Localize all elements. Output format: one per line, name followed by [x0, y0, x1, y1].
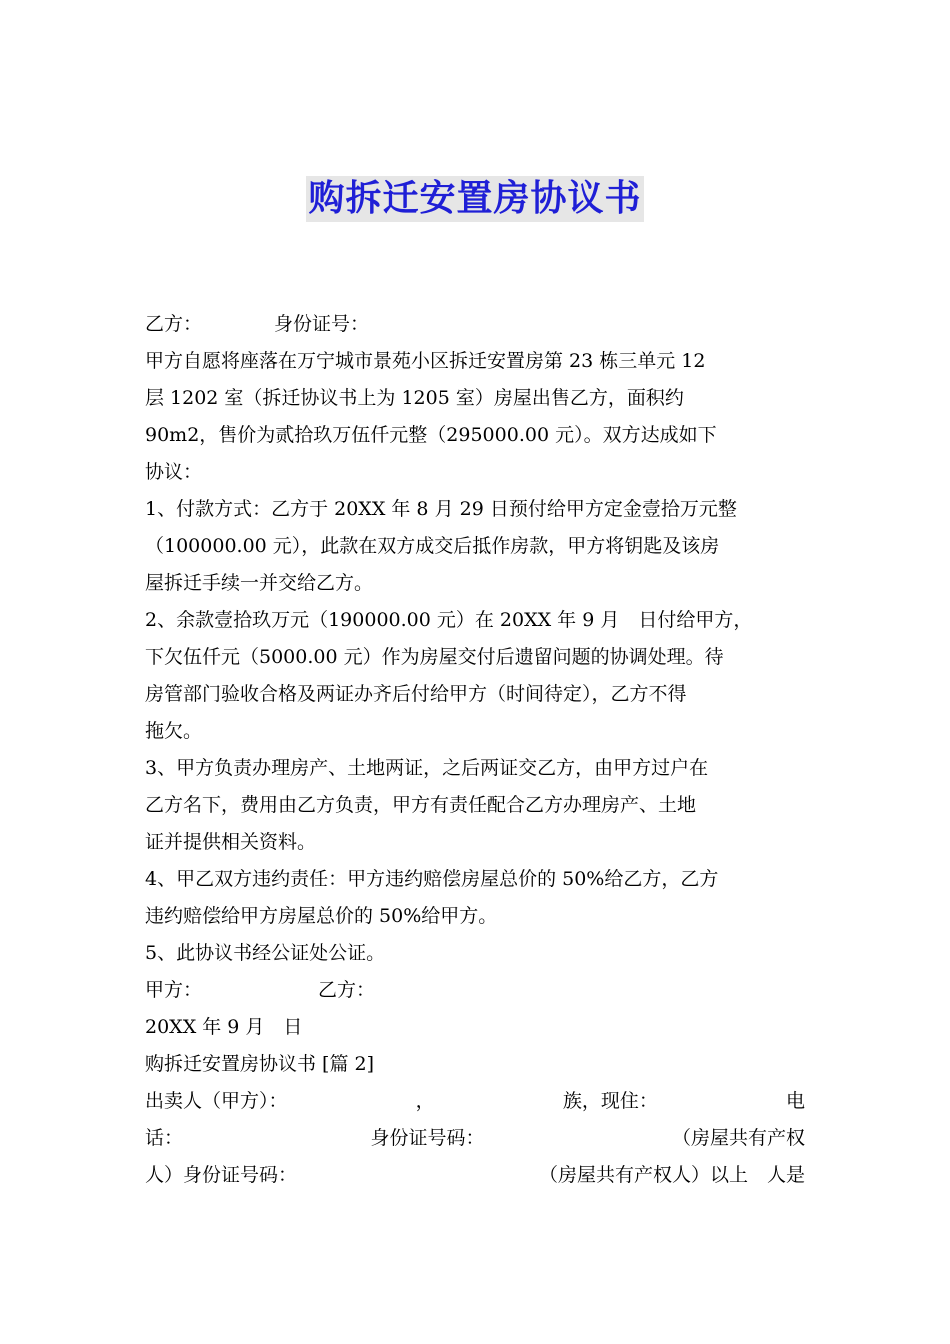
paragraph-line: [145, 787, 805, 824]
paragraph-line: [145, 898, 805, 935]
paragraph-line: [145, 935, 805, 972]
paragraph-line: [145, 491, 805, 528]
document-title: 购拆迁安置房协议书: [306, 176, 643, 222]
line-text: 90m2，售价为贰拾玖万伍仟元整（295000.00 元）。双方达成如下: [145, 424, 717, 446]
paragraph-line: [145, 565, 805, 602]
line-text: 拖欠。: [145, 720, 203, 742]
id-number-label: 身份证号：: [274, 313, 370, 335]
paragraph-line: [145, 639, 805, 676]
party-b-label: 乙方：: [145, 313, 203, 335]
paragraph-line: [145, 454, 805, 491]
signature-line: [145, 972, 805, 1009]
paragraph-line: [145, 528, 805, 565]
paragraph-line: [145, 417, 805, 454]
line-text: 房管部门验收合格及两证办齐后付给甲方（时间待定），乙方不得: [145, 683, 687, 705]
co-owner-label: （房屋共有产权: [671, 1127, 805, 1149]
paragraph-line: [145, 861, 805, 898]
paragraph-line: [145, 343, 805, 380]
party-line: [145, 306, 805, 343]
part2-title-line: [145, 1046, 805, 1083]
line-text: 5、此协议书经公证处公证。: [145, 942, 386, 964]
document-body: [145, 306, 805, 1194]
line-text: 4、甲乙双方违约责任：甲方违约赔偿房屋总价的 50%给乙方，乙方: [145, 868, 719, 890]
co-owner-above-label: （房屋共有产权人）以上 人是: [538, 1164, 805, 1186]
line-text: 2、余款壹拾玖万元（190000.00 元）在 20XX 年 9 月 日付给甲方，: [145, 609, 753, 631]
line-text: 屋拆迁手续一并交给乙方。: [145, 572, 374, 594]
person-id-label: 人）身份证号码：: [145, 1164, 298, 1186]
line-text: 1、付款方式：乙方于 20XX 年 8 月 29 日预付给甲方定金壹拾万元整: [145, 498, 737, 520]
line-text: 违约赔偿给甲方房屋总价的 50%给甲方。: [145, 905, 498, 927]
paragraph-line: [145, 676, 805, 713]
part2-title: 购拆迁安置房协议书 [篇 2]: [145, 1053, 374, 1075]
paragraph-line: [145, 602, 805, 639]
paragraph-line: [145, 380, 805, 417]
party-a-sign-label: 甲方：: [145, 979, 203, 1001]
seller-label: 出卖人（甲方）：: [145, 1090, 288, 1112]
line-text: 协议：: [145, 461, 203, 483]
line-text: 甲方自愿将座落在万宁城市景苑小区拆迁安置房第 23 栋三单元 12: [145, 350, 706, 372]
line-text: 下欠伍仟元（5000.00 元）作为房屋交付后遗留问题的协调处理。待: [145, 646, 724, 668]
date-line: [145, 1009, 805, 1046]
ethnic-label: 族，现住：: [562, 1090, 658, 1112]
paragraph-line: [145, 713, 805, 750]
seller-line: [145, 1083, 805, 1120]
co-owner-line: [145, 1157, 805, 1194]
seller-comma: ，: [415, 1090, 435, 1112]
phone-line: [145, 1120, 805, 1157]
line-text: 证并提供相关资料。: [145, 831, 317, 853]
line-text: （100000.00 元），此款在双方成交后抵作房款，甲方将钥匙及该房: [145, 535, 720, 557]
party-b-sign-label: 乙方：: [318, 979, 376, 1001]
title-container: [0, 176, 950, 222]
date-text: 20XX 年 9 月 日: [145, 1016, 303, 1038]
line-text: 层 1202 室（拆迁协议书上为 1205 室）房屋出售乙方，面积约: [145, 387, 684, 409]
paragraph-line: [145, 750, 805, 787]
line-text: 乙方名下，费用由乙方负责，甲方有责任配合乙方办理房产、土地: [145, 794, 697, 816]
phone-label-end: 话：: [145, 1127, 184, 1149]
id-code-label: 身份证号码：: [370, 1127, 485, 1149]
paragraph-line: [145, 824, 805, 861]
phone-label-start: 电: [785, 1090, 805, 1112]
line-text: 3、甲方负责办理房产、土地两证，之后两证交乙方，由甲方过户在: [145, 757, 709, 779]
